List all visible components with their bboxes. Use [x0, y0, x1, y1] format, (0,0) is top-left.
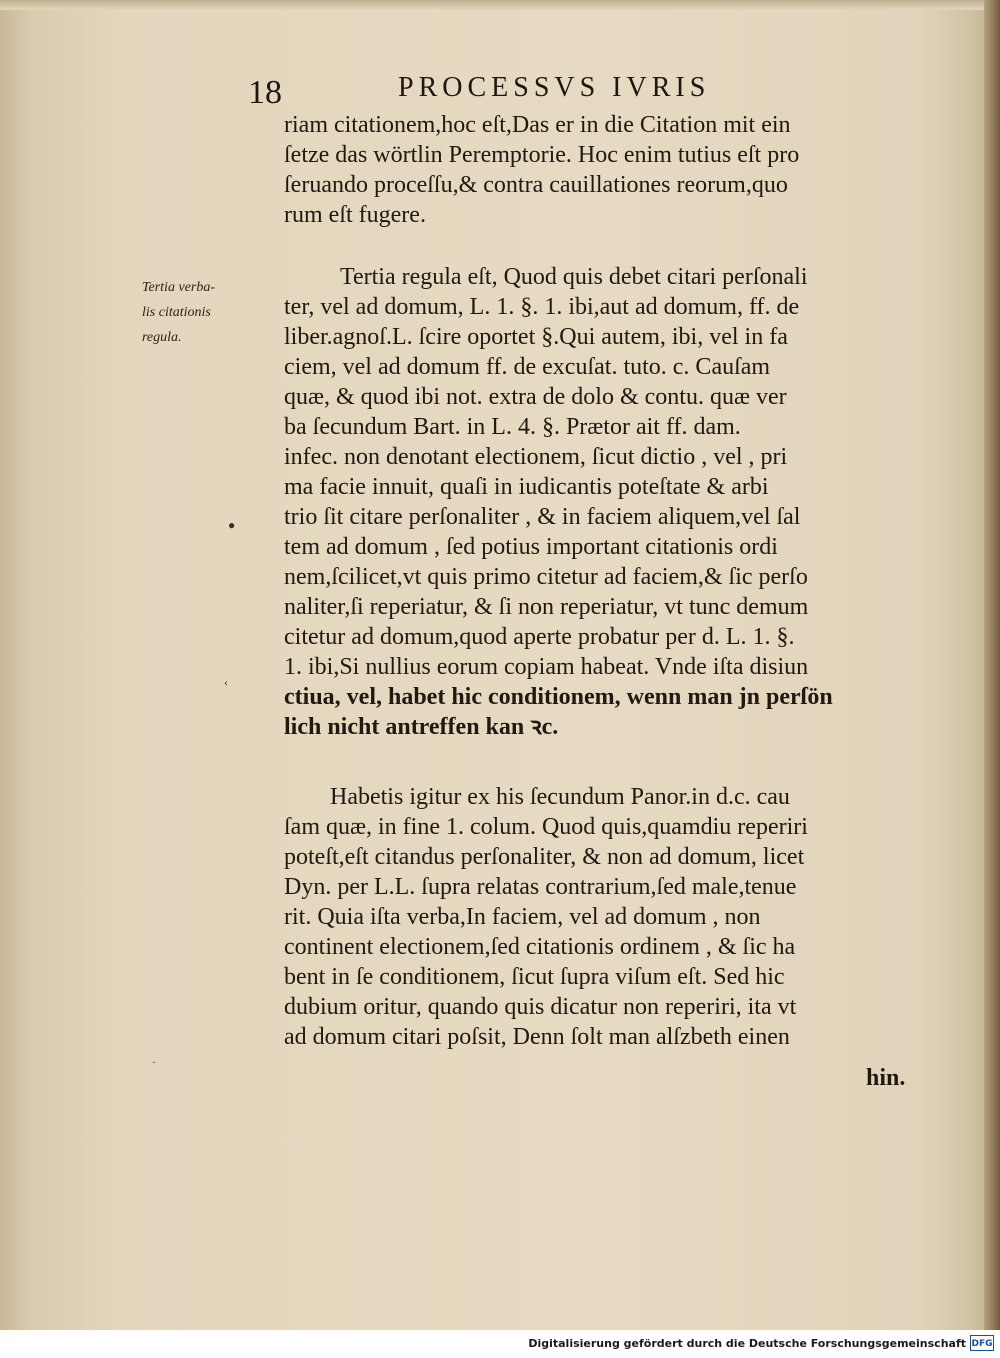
paragraph-1: [284, 110, 909, 230]
ink-speck: ●: [228, 518, 236, 532]
text-line: ſam quæ, in fine 1. colum. Quod quis,quamdiu reperiri: [284, 814, 808, 840]
footer-bar: [0, 1330, 1000, 1358]
text-line: bent in ſe conditionem, ſicut ſupra viſum eſt. Sed hic: [284, 964, 785, 990]
dfg-logo-icon: DFG: [970, 1335, 994, 1351]
page-top-edge: [0, 0, 1000, 10]
text-line: ter, vel ad domum, L. 1. §. 1. ibi,aut ad domum, ff. de: [284, 294, 800, 320]
text-line: quæ, & quod ibi not. extra de dolo & contu. quæ ver: [284, 384, 787, 410]
text-line: poteſt,eſt citandus perſonaliter, & non ad domum, licet: [284, 844, 805, 870]
text-line: 1. ibi,Si nullius eorum copiam habeat. Vnde iſta disiun: [284, 654, 809, 680]
running-head: PROCESSVS IVRIS: [398, 72, 711, 103]
text-line: Dyn. per L.L. ſupra relatas contrarium,ſed male,tenue: [284, 874, 797, 900]
marginal-note-line: Tertia verba-: [142, 280, 215, 295]
text-line: ſetze das wörtlin Peremptorie. Hoc enim tutius eſt pro: [284, 142, 800, 168]
catchword: hin.: [866, 1065, 906, 1091]
text-line: citetur ad domum,quod aperte probatur per d. L. 1. §.: [284, 624, 795, 650]
page-number: 18: [248, 74, 282, 111]
text-line: ciem, vel ad domum ff. de excuſat. tuto. c. Cauſam: [284, 354, 771, 380]
text-line: continent electionem,ſed citationis ordinem , & ſic ha: [284, 934, 796, 960]
text-line: naliter,ſi reperiatur, & ſi non reperiatur, vt tunc demum: [284, 594, 809, 620]
text-line: ad domum citari poſsit, Denn ſolt man alſzbeth einen: [284, 1024, 790, 1050]
text-line: nem,ſcilicet,vt quis primo citetur ad faciem,& ſic perſo: [284, 564, 808, 590]
text-line: lich nicht antreffen kan ꝛc.: [284, 714, 559, 740]
text-line: rit. Quia iſta verba,In faciem, vel ad domum , non: [284, 904, 761, 930]
ink-speck: ‹: [224, 675, 228, 689]
marginal-note-line: regula.: [142, 330, 182, 345]
ink-speck: ·: [152, 1055, 156, 1069]
text-line: ba ſecundum Bart. in L. 4. §. Prætor ait ff. dam.: [284, 414, 741, 440]
text-line: liber.agnoſ.L. ſcire oportet §.Qui autem, ibi, vel in fa: [284, 324, 788, 350]
text-line: ſeruando proceſſu,& contra cauillationes reorum,quo: [284, 172, 788, 198]
text-line: Habetis igitur ex his ſecundum Panor.in d.c. cau: [330, 784, 790, 810]
funding-credit: Digitalisierung gefördert durch die Deutsche Forschungsgemeinschaft: [528, 1337, 966, 1350]
book-spine-edge: [984, 0, 1000, 1330]
paragraph-3: [284, 782, 909, 1052]
text-line: tem ad domum , ſed potius important citationis ordi: [284, 534, 778, 560]
text-line: dubium oritur, quando quis dicatur non reperiri, ita vt: [284, 994, 797, 1020]
paragraph-2: [284, 262, 909, 742]
marginal-note-line: lis citationis: [142, 305, 211, 320]
text-line: Tertia regula eſt, Quod quis debet citari perſonali: [340, 264, 808, 290]
text-line: riam citationem,hoc eſt,Das er in die Citation mit ein: [284, 112, 791, 138]
text-line: trio ſit citare perſonaliter , & in faciem aliquem,vel ſal: [284, 504, 801, 530]
text-line: ctiua, vel, habet hic conditionem, wenn man jn perſön: [284, 684, 833, 710]
text-line: infec. non denotant electionem, ſicut dictio , vel , pri: [284, 444, 788, 470]
marginal-note: [142, 275, 260, 350]
text-line: rum eſt fugere.: [284, 202, 426, 228]
text-line: ma facie innuit, quaſi in iudicantis poteſtate & arbi: [284, 474, 769, 500]
